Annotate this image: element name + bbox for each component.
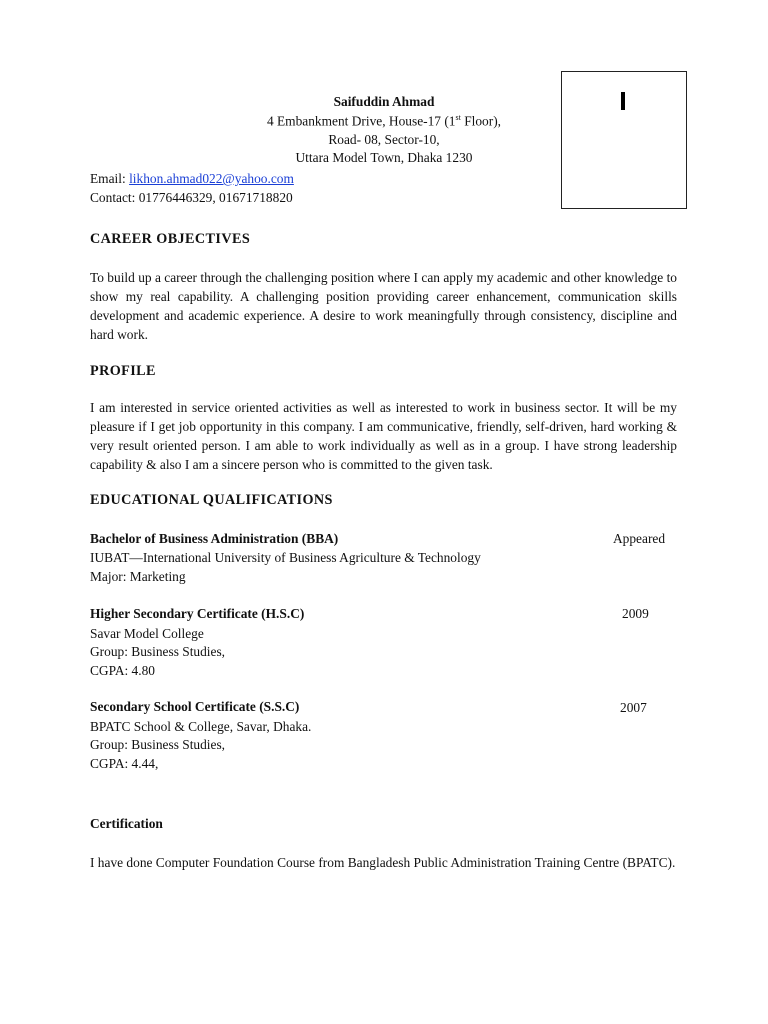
education-heading: EDUCATIONAL QUALIFICATIONS	[90, 492, 333, 508]
education-line: IUBAT—International University of Business Agriculture & Technology	[90, 550, 481, 565]
education-year-ssc: 2007	[620, 700, 647, 715]
career-objectives-text: To build up a career through the challenging position where I can apply my academic and other knowledge to show my real capability. A challenging position providing career enhancement, communication skills development and academic experience. A desire to work meaningfully through consistency, discipline and hard work.	[90, 270, 677, 342]
certification-text: I have done Computer Foundation Course from Bangladesh Public Administration Training Centre (BPATC).	[90, 855, 676, 870]
education-title-ssc: Secondary School Certificate (S.S.C)	[90, 699, 300, 714]
email-link[interactable]: likhon.ahmad022@yahoo.com	[129, 171, 294, 186]
education-year-bba: Appeared	[613, 531, 666, 546]
address-line-1-text: 4 Embankment Drive, House-17 (1	[266, 113, 456, 129]
education-title-hsc: Higher Secondary Certificate (H.S.C)	[90, 606, 305, 621]
education-title-bba: Bachelor of Business Administration (BBA)	[90, 531, 339, 546]
address-line-2: Road- 08, Sector-10,	[328, 132, 440, 147]
profile-text: I am interested in service oriented activities as well as interested to work in business sector. It will be my pleasure if I get job opportunity in this company. I am communicative, friendly, self-driven, hard working & very result oriented person. I am able to work individually as well as in a group. I have strong leadership capability & also I am a sincere person who is committed to the given task.	[90, 400, 677, 472]
education-line: Group: Business Studies,	[90, 644, 226, 659]
address-line-3: Uttara Model Town, Dhaka 1230	[295, 150, 473, 165]
education-line: Major: Marketing	[90, 569, 186, 584]
education-line: BPATC School & College, Savar, Dhaka.	[90, 719, 312, 734]
education-line: Group: Business Studies,	[90, 737, 226, 752]
applicant-name: Saifuddin Ahmad	[333, 94, 435, 109]
address-line-1-tail: Floor),	[460, 113, 502, 129]
education-line: CGPA: 4.44,	[90, 756, 159, 771]
contact-line: Contact: 01776446329, 01671718820	[90, 190, 293, 205]
address-ordinal: st	[455, 113, 461, 122]
education-year-hsc: 2009	[622, 606, 649, 621]
certification-heading: Certification	[90, 816, 163, 831]
career-objectives-heading: CAREER OBJECTIVES	[90, 231, 251, 247]
education-line: Savar Model College	[90, 626, 204, 641]
education-line: CGPA: 4.80	[90, 663, 155, 678]
email-line	[90, 171, 294, 187]
profile-heading: PROFILE	[90, 363, 156, 379]
address-line-1	[134, 113, 634, 129]
email-label: Email:	[90, 171, 130, 186]
